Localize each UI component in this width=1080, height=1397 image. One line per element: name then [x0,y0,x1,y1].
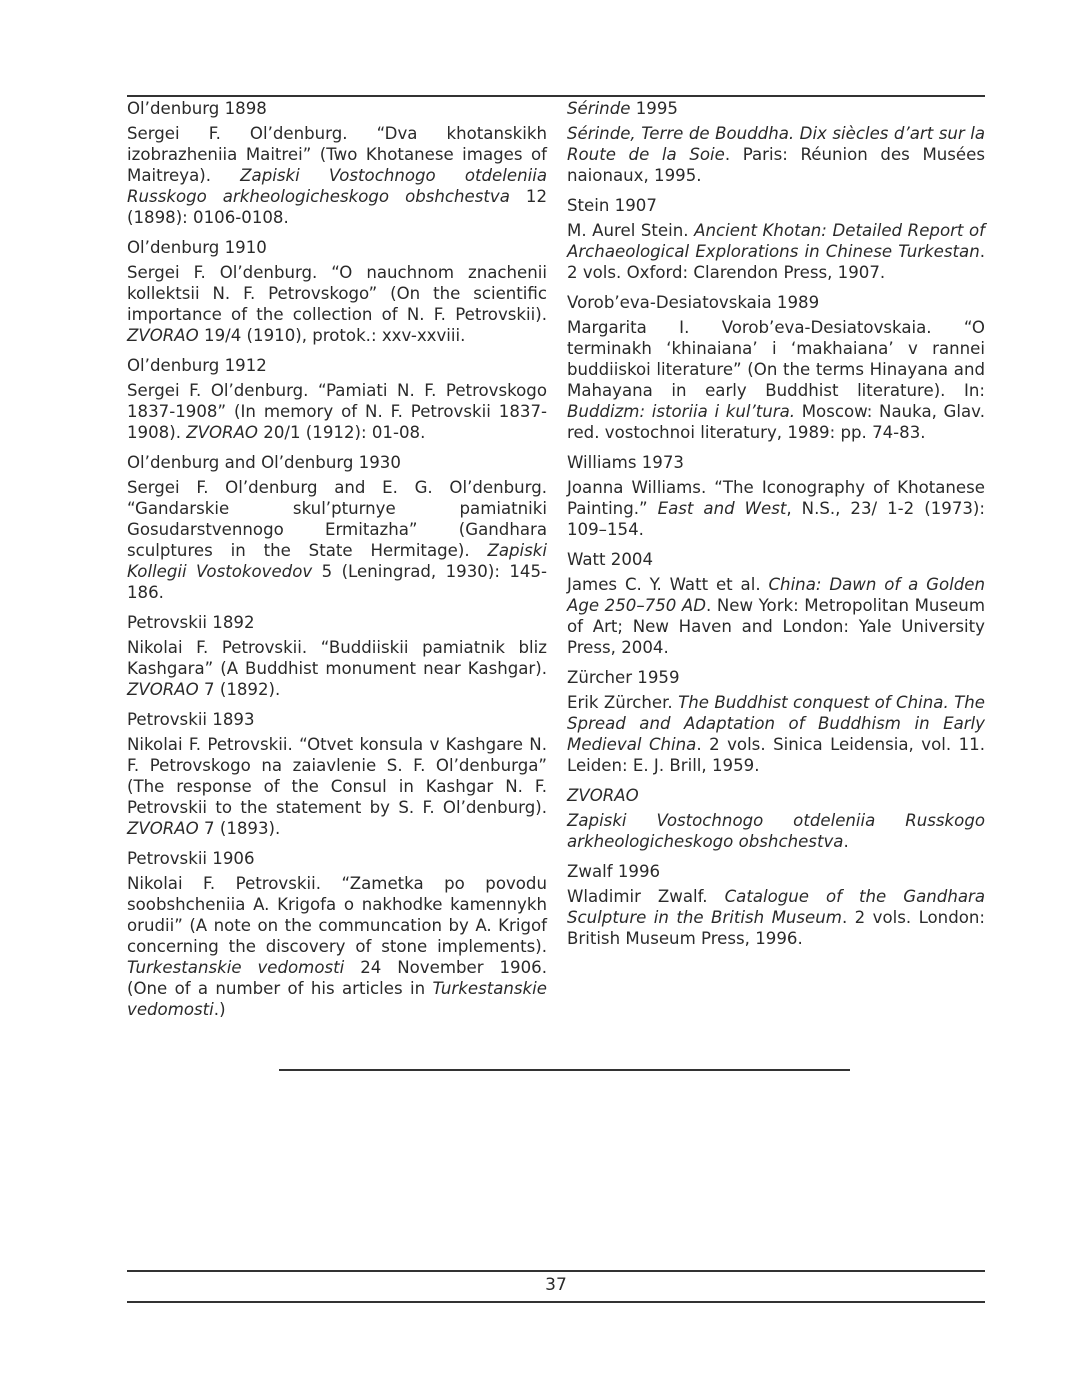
page-number: 37 [545,1275,567,1295]
footer-rule-bottom [127,1301,985,1303]
citation-italic-text: ZVORAO [186,423,258,442]
citation-italic-text: Zapiski Kollegii Vostokovedov [127,541,547,581]
entry-heading [127,237,547,258]
citation-text: M. Aurel Stein. [567,221,695,240]
entry-heading-text: Vorob’eva-Desiatovskaia 1989 [567,293,820,312]
entry-heading [567,195,985,216]
entry-heading [567,98,985,119]
entry-citation [567,574,985,658]
citation-text: 7 (1892). [198,680,281,699]
citation-text: 7 (1893). [198,819,281,838]
entry-heading [127,355,547,376]
entry-heading-text: Stein 1907 [567,196,657,215]
bibliography-entry [567,667,985,776]
citation-text: . Paris: Réunion des Musées naionaux, 1995. [567,145,985,185]
entry-heading-text: Ol’denburg 1912 [127,356,267,375]
bibliography-entry [567,292,985,443]
entry-heading [127,709,547,730]
entry-heading [567,292,985,313]
entry-citation [127,873,547,1020]
entry-heading-text: Williams 1973 [567,453,684,472]
entry-heading [567,785,985,806]
citation-text: Wladimir Zwalf. [567,887,725,906]
entry-heading [567,452,985,473]
bibliography-entry [127,237,547,346]
entry-heading-text: Sérinde [567,99,631,118]
citation-italic-text: Zapiski Vostochnogo otdeleniia Russkogo arkheologicheskogo obshchestva [567,811,985,851]
citation-italic-text: China: Dawn of a Golden Age 250–750 AD [567,575,985,615]
entry-heading-text: Petrovskii 1906 [127,849,255,868]
citation-text: Nikolai F. Petrovskii. “Buddiiskii pamiatnik bliz Kashgara” (A Buddhist monument near Kashgar). [127,638,547,678]
entry-citation [567,810,985,852]
citation-text: Joanna Williams. “The Iconography of Khotanese Painting.” [567,478,985,518]
citation-italic-text: Turkestanskie vedomosti [127,979,547,1019]
citation-italic-text: Zapiski Vostochnogo otdeleniia Russkogo arkheologicheskogo obshchestva [127,166,547,206]
entry-citation [127,380,547,443]
citation-italic-text: Sérinde, Terre de Bouddha. Dix siècles d’art sur la Route de la Soie [567,124,985,164]
citation-italic-text: Ancient Khotan: Detailed Report of Archaeological Explorations in Chinese Turkestan [567,221,986,261]
entry-heading-text: Ol’denburg 1910 [127,238,267,257]
entry-citation [567,317,985,443]
bibliography-entry [127,848,547,1020]
entry-heading [127,98,547,119]
citation-text: Erik Zürcher. [567,693,679,712]
citation-italic-text: The Buddhist conquest of China. The Spread and Adaptation of Buddhism in Early Medieval China [567,693,985,754]
citation-text: . 2 vols. Oxford: Clarendon Press, 1907. [567,242,985,282]
citation-italic-text: Catalogue of the Gandhara Sculpture in the British Museum [567,887,985,927]
bibliography-entry [567,785,985,852]
entry-heading-text: Watt 2004 [567,550,654,569]
entry-heading-text: Ol’denburg 1898 [127,99,267,118]
entry-heading-text: Zwalf 1996 [567,862,661,881]
bibliography-entry [127,355,547,443]
citation-text: 12 (1898): 0106-0108. [127,187,547,227]
bibliography-entry [127,709,547,839]
entry-heading-text: ZVORAO [567,786,639,805]
entry-citation [127,262,547,346]
citation-text: Nikolai F. Petrovskii. “Zametka po povodu soobshcheniia A. Krigofa o nakhodke kamennykh orudii” (A note on the communcation by A. Krigof concerning the discovery of stone implements). [127,874,547,956]
entry-heading-text: 1995 [630,99,678,118]
citation-text: 19/4 (1910), protok.: xxv-xxviii. [198,326,466,345]
citation-text: .) [213,1000,226,1019]
section-divider [279,1069,850,1071]
entry-heading-text: Zürcher 1959 [567,668,680,687]
entry-heading [567,861,985,882]
citation-text: 20/1 (1912): 01-08. [258,423,426,442]
bibliography-entry [567,452,985,540]
entry-heading [127,612,547,633]
bibliography-entry [567,861,985,949]
entry-citation [567,886,985,949]
entry-citation [567,477,985,540]
entry-heading-text: Ol’denburg and Ol’denburg 1930 [127,453,401,472]
citation-text: , N.S., 23/ 1-2 (1973): 109–154. [567,499,985,539]
entry-citation [127,734,547,839]
bibliography-column-right [567,97,985,958]
entry-heading [567,549,985,570]
citation-italic-text: ZVORAO [127,819,199,838]
citation-text: . 2 vols. Sinica Leidensia, vol. 11. Leiden: E. J. Brill, 1959. [567,735,985,775]
citation-italic-text: East and West [657,499,787,518]
citation-text: Sergei F. Ol’denburg. “Dva khotanskikh izobrazheniia Maitrei” (Two Khotanese images of Maitreya). [127,124,547,185]
entry-citation [127,123,547,228]
citation-text: . 2 vols. London: British Museum Press, 1996. [567,908,985,948]
citation-text: Margarita I. Vorob’eva-Desiatovskaia. “O terminakh ‘khinaiana’ i ‘makhaiana’ v rannei buddiiskoi literature” (On the terms Hinayana and Mahayana in early Buddhist literature). In: [567,318,985,400]
citation-italic-text: Turkestanskie vedomosti [127,958,345,977]
citation-italic-text: ZVORAO [127,680,199,699]
bibliography-column-left [127,97,547,1029]
bibliography-entry [127,612,547,700]
citation-text: Sergei F. Ol’denburg. “O nauchnom znachenii kollektsii N. F. Petrovskogo” (On the scientific importance of the collection of N. F. Petrovskii). [127,263,547,324]
citation-italic-text: Buddizm: istoriia i kul’tura. [567,402,796,421]
bibliography-entry [127,98,547,228]
citation-text: 24 November 1906. (One of a number of his articles in [127,958,547,998]
bibliography-entry [567,549,985,658]
entry-citation [567,123,985,186]
citation-italic-text: ZVORAO [127,326,199,345]
entry-citation [127,477,547,603]
entry-citation [567,692,985,776]
entry-heading-text: Petrovskii 1892 [127,613,255,632]
citation-text: Sergei F. Ol’denburg and E. G. Ol’denburg. “Gandarskie skul’pturnye pamiatniki Gosudarstvennogo Ermitazha” (Gandhara sculptures in the State Hermitage). [127,478,547,560]
entry-heading [127,452,547,473]
citation-text: . New York: Metropolitan Museum of Art; New Haven and London: Yale University Press, 2004. [567,596,985,657]
citation-text: . [843,832,849,851]
entry-heading [127,848,547,869]
entry-citation [567,220,985,283]
citation-text: Sergei F. Ol’denburg. “Pamiati N. F. Petrovskogo 1837-1908” (In memory of N. F. Petrovskii 1837-1908). [127,381,547,442]
entry-heading-text: Petrovskii 1893 [127,710,255,729]
citation-text: Moscow: Nauka, Glav. red. vostochnoi literatury, 1989: pp. 74-83. [567,402,985,442]
bibliography-entry [127,452,547,603]
bibliography-entry [567,98,985,186]
entry-heading [567,667,985,688]
citation-text: Nikolai F. Petrovskii. “Otvet konsula v Kashgare N. F. Petrovskogo na zaiavlenie S. F. Ol’denburga” (The response of the Consul in Kashgar N. F. Petrovskii to the statement by S. F. Ol’denburg). [127,735,547,817]
bibliography-entry [567,195,985,283]
footer-rule-top [127,1270,985,1272]
citation-text: James C. Y. Watt et al. [567,575,769,594]
entry-citation [127,637,547,700]
citation-text: 5 (Leningrad, 1930): 145-186. [127,562,547,602]
